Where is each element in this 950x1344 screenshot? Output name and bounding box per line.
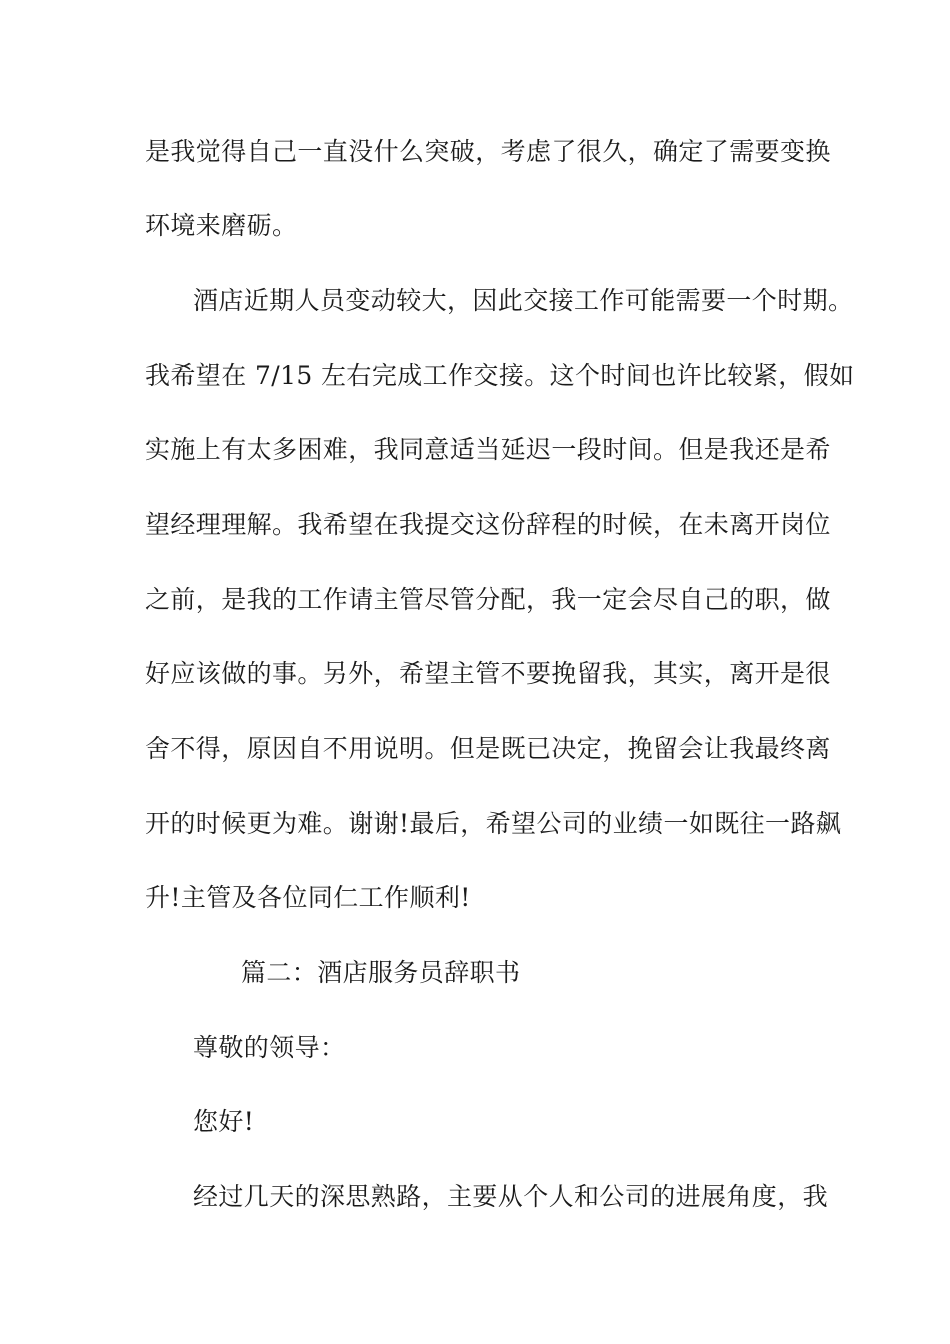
paragraph-line: 是我觉得自己一直没什么突破，考虑了很久，确定了需要变换 (145, 137, 831, 166)
paragraph-line: 实施上有太多困难，我同意适当延迟一段时间。但是我还是希 (145, 435, 831, 464)
paragraph-line: 我希望在 7/15 左右完成工作交接。这个时间也许比较紧，假如 (145, 361, 855, 390)
paragraph-line: 升!主管及各位同仁工作顺利! (145, 883, 471, 912)
greeting: 您好! (193, 1107, 255, 1136)
paragraph-line: 之前，是我的工作请主管尽管分配，我一定会尽自己的职，做 (145, 585, 831, 614)
paragraph-line: 望经理理解。我希望在我提交这份辞程的时候，在未离开岗位 (145, 510, 831, 539)
paragraph-line: 经过几天的深思熟路，主要从个人和公司的进展角度，我 (193, 1182, 829, 1211)
salutation: 尊敬的领导： (193, 1033, 346, 1062)
paragraph-line: 酒店近期人员变动较大，因此交接工作可能需要一个时期。 (193, 286, 854, 315)
paragraph-line: 好应该做的事。另外，希望主管不要挽留我，其实，离开是很 (145, 659, 831, 688)
section-heading: 篇二：酒店服务员辞职书 (241, 958, 521, 987)
paragraph-line: 开的时候更为难。谢谢!最后，希望公司的业绩一如既往一路飙 (145, 809, 842, 838)
paragraph-line: 舍不得，原因自不用说明。但是既已决定，挽留会让我最终离 (145, 734, 831, 763)
paragraph-line: 环境来磨砺。 (145, 211, 298, 240)
